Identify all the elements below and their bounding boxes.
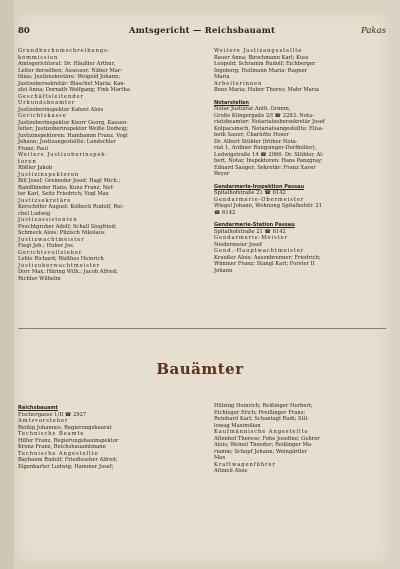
department-heading: Gendarmerie-Inspektion Passau <box>214 183 305 190</box>
text-line: Reißig Johannes, Regierungsbaurat <box>18 424 112 431</box>
section-heading: Urkundsbeamter <box>18 100 76 106</box>
text-line: Richter Wilhelm <box>18 275 61 282</box>
text-line: Bauer Anna; Birschmann Karl; Kuss <box>214 54 309 61</box>
text-line: Benz Maria; Huber Theres; Mahr Maria <box>214 87 320 93</box>
running-title: Amtsgericht — Reichsbauamt <box>128 26 276 36</box>
department-heading: Gendarmerie-Station Passau <box>214 222 295 228</box>
text-line: Eduard Sauger; Sekretär: Franz Xaver <box>214 164 316 171</box>
spacer <box>214 178 384 182</box>
text-line: Franz; Paul <box>18 145 48 152</box>
section-heading: kommission <box>18 54 59 61</box>
lower-left-column <box>18 403 188 470</box>
section-heading: Justizassistenten <box>18 217 78 223</box>
page-header <box>18 26 386 40</box>
text-line: Randlbinder Hans; Kunz Franz; Nef- <box>18 184 114 191</box>
section-heading: Kraftwagenführer <box>214 461 276 468</box>
text-line: Hilfer Franz, Regierungsbauinspektor <box>18 437 119 444</box>
text-line: Dr. Albert Stübler (früher Nota- <box>214 138 298 145</box>
book-gutter <box>0 0 14 569</box>
text-line: Wimmer Franz; Stangl Karl; Forster II <box>214 261 315 267</box>
spacer <box>214 94 384 98</box>
text-line: Altenhof Therese; Fohe Josefine; Gehrer <box>214 435 320 442</box>
section-heading: Kaufmännische Angestellte <box>214 429 309 435</box>
section-heading: Gendarmerie-Meister <box>214 235 288 241</box>
text-line: riatsbeamter: Notariatsobersekretär Josef <box>214 119 325 125</box>
text-line: Lehle Richard; Walthes Heinrich <box>18 256 104 262</box>
text-line: leiter; Justizoberinspektor Weiße Dodwig; <box>18 126 129 132</box>
section-divider <box>18 328 386 329</box>
text-line: Justizoberinspektor Knorr Georg, Kassen- <box>18 119 128 126</box>
section-heading: Grundbuchumschreibungs- <box>18 48 111 54</box>
text-line: Justizobersekretär: Blaschet Maria; Kan- <box>18 80 126 87</box>
text-line: Beyer <box>214 171 230 177</box>
section-heading: Gerichtskasse <box>18 113 67 119</box>
text-line: Rößler Jakob <box>18 165 53 171</box>
section-heading: Geschäftsleitender <box>18 93 84 100</box>
text-line: Johann <box>214 267 233 274</box>
text-line: thias; Justizsekretäre: Weigold Johann; <box>18 74 121 80</box>
text-line: Kraußer Alois; Ausenbrenner; Friedrich; <box>214 254 321 261</box>
section-heading: toren <box>18 158 37 165</box>
upper-left-column <box>18 48 188 282</box>
section-title: Bauämter <box>156 360 244 378</box>
text-line: Spitalhofstraße 21 ☎ 6142 <box>214 228 286 235</box>
text-line: Eigenbarter Ludwig; Hammer Josef; <box>18 463 114 470</box>
text-line: Ingeborg; Heilmann Maria; Ragner <box>214 67 308 74</box>
text-line: Große Klingergaße 2/I ☎ 2283. Nota- <box>214 112 314 119</box>
text-line: Kerschöfer August; Kolbeck Rudolf, Rei- <box>18 204 124 210</box>
upper-right-column <box>214 48 384 274</box>
text-line: Fiegl Joh.; Huber Jos. <box>18 243 75 249</box>
text-line: Notar Justizrat Anth. Grimm, <box>214 106 291 112</box>
text-line: lowag Maximilian <box>214 422 261 429</box>
text-line: Wiegel Johann, Wohnung Spitalhofstr. 21 <box>214 203 323 209</box>
department-heading: Reichsbauamt <box>18 405 58 411</box>
text-line: riat 1, Ardiner Rungsinger-Dorfmiller), <box>214 145 317 151</box>
text-line: Altmeil Alois <box>214 468 248 474</box>
section-heading: Justizsekretäre <box>18 197 72 204</box>
text-line: Spitalhofstraße 21 ☎ 6142 <box>214 190 286 196</box>
text-line: Ludwigstraße 14 ☎ 2066. Dr. Stübler, Al- <box>214 151 324 158</box>
text-line: Bill Josef; Greineder Josef; Hagl Mich.; <box>18 178 121 184</box>
text-line: Schmeck Alois; Pilzisch Nikolaus <box>18 230 105 236</box>
text-line: zlei Anna; Dornath Wolfgang; Fink Martha <box>18 87 130 93</box>
section-heading: Gend.-Hauptwachtmeister <box>214 248 305 254</box>
text-line: Kolpacsinsch, Notariatsangestellte: Elisa- <box>214 125 324 132</box>
text-line: Eichleger Erich; Preißinger Franz; <box>214 409 306 416</box>
text-line: Baybaum Rudolf; Friedlsseher Alfred; <box>18 457 118 463</box>
text-line: ☎ 6142 <box>214 209 236 216</box>
section-heading: Technische Beamte <box>18 431 85 437</box>
text-line: chel Ludwig <box>18 210 51 217</box>
department-heading: Notarstellen <box>214 99 249 106</box>
text-line: Maria <box>214 74 230 80</box>
spacer <box>214 216 384 220</box>
section-heading: Arbeiterinnen <box>214 80 263 87</box>
text-line: Reinhard Karl; Schantagl Rudi; Stil- <box>214 416 309 422</box>
text-line: Justizinspektoren: Hambamm Franz, Vogl <box>18 132 128 139</box>
lower-right-column <box>214 403 384 475</box>
section-heading: Weitere Justizangestellte <box>214 48 303 54</box>
text-line: Kronz Franz, Reichsbauamtmann <box>18 444 106 450</box>
text-line: Leiter derselben; Assessor: Näher Mar- <box>18 67 123 74</box>
text-line: Max <box>214 455 226 461</box>
catchword: Pakas <box>361 26 386 36</box>
text-line: Justizoberinspektor Kabzel Alois <box>18 106 104 113</box>
section-heading: Weitere Justizoberinspek- <box>18 152 108 158</box>
section-heading: Gerichtsvollzieher <box>18 249 83 256</box>
section-heading: Amtsvorsteher <box>18 418 69 424</box>
text-line: Leopold; Schramm Rudolf; Eichberger <box>214 61 316 67</box>
text-line: Fischergasse 1/II ☎ 2927 <box>18 411 87 418</box>
text-line: Dorr Max; Häring Wilh.; Jacob Alfred; <box>18 269 118 275</box>
section-heading: Technische Angestellte <box>18 450 99 457</box>
text-line: bert, Notar, Inspektoren: Hans Panzgray; <box>214 158 323 164</box>
section-heading: Gendarmerie-Obermeister <box>214 196 305 203</box>
text-line: Hölzing Heinrich; Reißinger Herbert; <box>214 403 313 409</box>
section-heading: Justizwachtmeister <box>18 236 85 243</box>
section-heading: Justizoberwachtmeister <box>18 262 101 269</box>
text-line: Alois; Weinol Theodor; Reißinger Ma- <box>214 442 313 448</box>
section-heading: Justizinspektoren <box>18 171 80 178</box>
page-number: 80 <box>18 26 30 36</box>
text-line: rianne; Schopf Johann; Weingärtler <box>214 448 308 455</box>
text-line: beth Sauer; Charlotte Hoser <box>214 132 289 138</box>
text-line: ter Karl, Seitz Friedrich; Vogl Max <box>18 191 109 197</box>
text-line: Amtsgerichtsrat: Dr. Häußler Arthur, <box>18 61 116 67</box>
text-line: Feuchtgruber Adolf; Schall Siegfried; <box>18 223 117 230</box>
text-line: Niedermeier Josef <box>214 241 262 248</box>
text-line: Johann; Justizangestellte: Landschler <box>18 139 117 145</box>
